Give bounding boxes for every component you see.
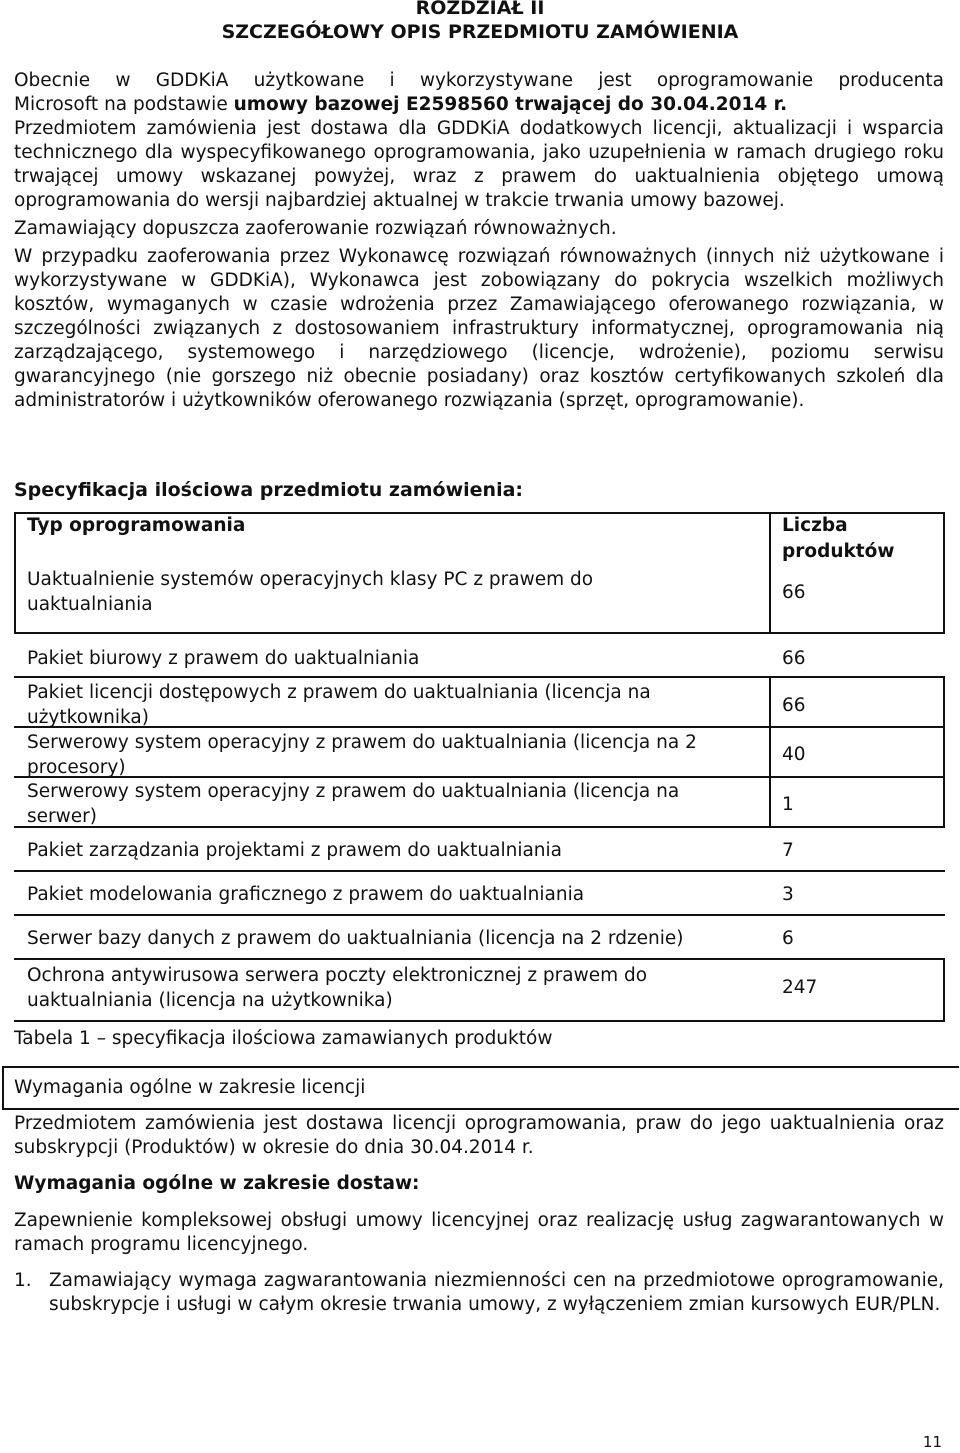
chapter-number: ROZDZIAŁ II [415, 0, 545, 19]
row-9-count: 247 [782, 977, 818, 998]
row-1-count: 66 [782, 582, 806, 603]
row-8-type: Serwer bazy danych z prawem do uaktualniania (licencja na 2 rdzenie) [27, 928, 684, 949]
row-9-type: Ochrona antywirusowa serwera poczty elektronicznej z prawem do uaktualniania (licencja na użytkownika) [27, 965, 648, 1011]
delivery-item-1-marker: 1. [14, 1270, 32, 1291]
license-box-bottom [2, 1108, 959, 1110]
license-box-left [2, 1066, 4, 1110]
license-text: Przedmiotem zamówienia jest dostawa licencji oprogramowania, praw do jego uaktualnienia oraz subskrypcji (Produktów) w okresie do dnia 30.04.2014 r. [14, 1113, 944, 1158]
base-agreement: umowy bazowej E2598560 trwającej do 30.04.2014 r. [233, 94, 788, 115]
header-type: Typ oprogramowania [27, 515, 246, 536]
spec-heading: Specyfikacja ilościowa przedmiotu zamówienia: [14, 479, 524, 501]
row-4-type: Serwerowy system operacyjny z prawem do uaktualniania (licencja na 2 procesory) [27, 732, 697, 778]
delivery-item-1-text: Zamawiający wymaga zagwarantowania niezmienności cen na przedmiotowe oprogramowanie, subskrypcje i usługi w całym okresie trwania umowy, z wyłączeniem zmian kursowych EUR/PLN. [49, 1270, 944, 1315]
license-box-top [2, 1066, 959, 1068]
subject-paragraph: Przedmiotem zamówienia jest dostawa dla GDDKiA dodatkowych licencji, aktualizacji i wsparcia technicznego dla wyspecyfikowanego oprogramowania, jako uzupełnienia w ramach drugiego roku trwającej umowy wskazanej powyżej, wraz z prawem do uaktualnienia objętego umową oprogramowania do wersji najbardziej aktualnej w trakcie trwania umowy bazowej. [14, 118, 944, 211]
row-2-count: 66 [782, 648, 806, 669]
row-5-type: Serwerowy system operacyjny z prawem do uaktualniania (licencja na serwer) [27, 781, 680, 827]
row-2-type: Pakiet biurowy z prawem do uaktualniania [27, 648, 420, 669]
license-heading: Wymagania ogólne w zakresie licencji [14, 1077, 366, 1098]
row-6-count: 7 [782, 840, 794, 861]
header-count-2: produktów [782, 541, 895, 562]
row-7-count: 3 [782, 884, 794, 905]
row-6-type: Pakiet zarządzania projektami z prawem do uaktualniania [27, 840, 563, 861]
equivalents-paragraph: Zamawiający dopuszcza zaoferowanie rozwiązań równoważnych. [14, 218, 617, 239]
table-caption: Tabela 1 – specyfikacja ilościowa zamawianych produktów [14, 1028, 553, 1049]
chapter-title: SZCZEGÓŁOWY OPIS PRZEDMIOTU ZAMÓWIENIA [221, 21, 739, 43]
delivery-heading: Wymagania ogólne w zakresie dostaw: [14, 1173, 420, 1194]
equivalents-cost-paragraph: W przypadku zaoferowania przez Wykonawcę rozwiązań równoważnych (innych niż użytkowane i wykorzystywane w GDDKiA), Wykonawca jest zobowiązany do pokrycia wszelkich możliwych kosztów, wymaganych w czasie wdrożenia przez Zamawiającego oferowanego rozwiązania, w szczególności związanych z dostosowaniem infrastruktury informatycznej, oprogramowania nią zarządzającego, systemowego i narzędziowego (licencje, wdrożenie), poziomu serwisu gwarancyjnego (nie gorszego niż obecnie posiadany) oraz kosztów certyfikowanych szkoleń dla administratorów i użytkowników oferowanego rozwiązania (sprzęt, oprogramowanie). [14, 246, 944, 411]
intro-line-2-text: Microsoft na podstawie [14, 94, 234, 115]
row-1-type: Uaktualnienie systemów operacyjnych klasy PC z prawem do uaktualniania [27, 569, 594, 615]
row-5-count: 1 [782, 794, 794, 815]
header-count-1: Liczba [782, 515, 848, 536]
intro-line-1: Obecnie w GDDKiA użytkowane i wykorzystywane jest oprogramowanie producenta [14, 70, 944, 91]
intro-line-2 [14, 93, 944, 117]
row-3-count: 66 [782, 695, 806, 716]
intro-paragraph [14, 69, 944, 413]
row-4-count: 40 [782, 744, 806, 765]
page-number: 11 [922, 1433, 942, 1451]
row-7-type: Pakiet modelowania graficznego z prawem do uaktualniania [27, 884, 585, 905]
row-8-count: 6 [782, 928, 794, 949]
delivery-text: Zapewnienie kompleksowej obsługi umowy licencyjnej oraz realizację usług zagwarantowanych w ramach programu licencyjnego. [14, 1210, 944, 1255]
row-3-type: Pakiet licencji dostępowych z prawem do uaktualniania (licencja na użytkownika) [27, 682, 651, 728]
